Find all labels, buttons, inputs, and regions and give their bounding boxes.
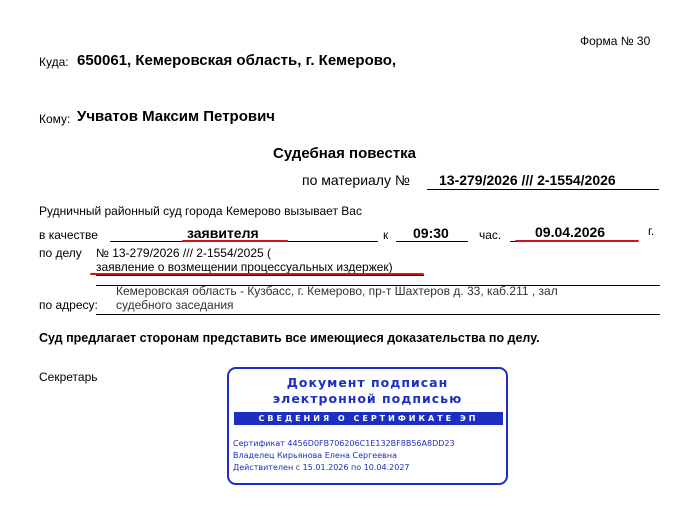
case-subject-underline: [96, 275, 424, 276]
location-line-1: Кемеровская область - Кузбасс, г. Кемерово, пр-т Шахтеров д. 33, каб.211 , зал: [116, 284, 558, 298]
stamp-validity: Действителен с 15.01.2026 по 10.04.2027: [233, 463, 410, 472]
recipient-name: Учватов Максим Петрович: [77, 108, 276, 125]
capacity-value: заявителя: [187, 225, 259, 241]
year-label: г.: [648, 224, 655, 238]
date-value: 09.04.2026: [535, 224, 606, 240]
stamp-certificate-header: СВЕДЕНИЯ О СЕРТИФИКАТЕ ЭП: [234, 412, 503, 425]
case-subject: заявление о возмещении процессуальных издержек): [96, 260, 393, 274]
location-underline-bottom: [96, 314, 660, 315]
time-underline: [396, 241, 468, 242]
location-line-2: судебного заседания: [116, 298, 234, 312]
capacity-highlight: [182, 240, 288, 242]
evidence-note: Суд предлагает сторонам представить все имеющиеся доказательства по делу.: [39, 331, 540, 345]
secretary-label: Секретарь: [39, 370, 98, 384]
stamp-certificate: Сертификат 4456D0FB706206C1E132BF8B56A8DD23: [233, 439, 455, 448]
stamp-owner: Владелец Кирьянова Елена Сергеевна: [233, 451, 397, 460]
e-signature-stamp: [227, 367, 508, 485]
case-label: по делу: [39, 246, 82, 260]
capacity-label: в качестве: [39, 228, 98, 242]
court-line: Рудничный районный суд города Кемерово вызывает Вас: [39, 204, 362, 218]
stamp-title-line-2: электронной подписью: [272, 391, 463, 406]
recipient-label: Кому:: [39, 112, 71, 126]
address-to-value: 650061, Кемеровская область, г. Кемерово,: [77, 52, 397, 69]
time-value: 09:30: [413, 225, 449, 241]
material-number: 13-279/2026 /// 2-1554/2026: [439, 172, 616, 188]
hour-label: час.: [479, 228, 502, 242]
form-number: Форма № 30: [580, 34, 651, 48]
case-number: № 13-279/2026 /// 2-1554/2025 (: [96, 246, 271, 260]
address-to-label: Куда:: [39, 55, 69, 69]
material-underline: [427, 189, 659, 190]
date-highlight: [515, 240, 639, 242]
to-label: к: [383, 228, 389, 242]
location-label: по адресу:: [39, 298, 98, 312]
document-title: Судебная повестка: [273, 145, 416, 162]
material-label: по материалу №: [302, 172, 410, 188]
case-subject-highlight: [90, 273, 424, 275]
stamp-title-line-1: Документ подписан: [286, 375, 449, 390]
